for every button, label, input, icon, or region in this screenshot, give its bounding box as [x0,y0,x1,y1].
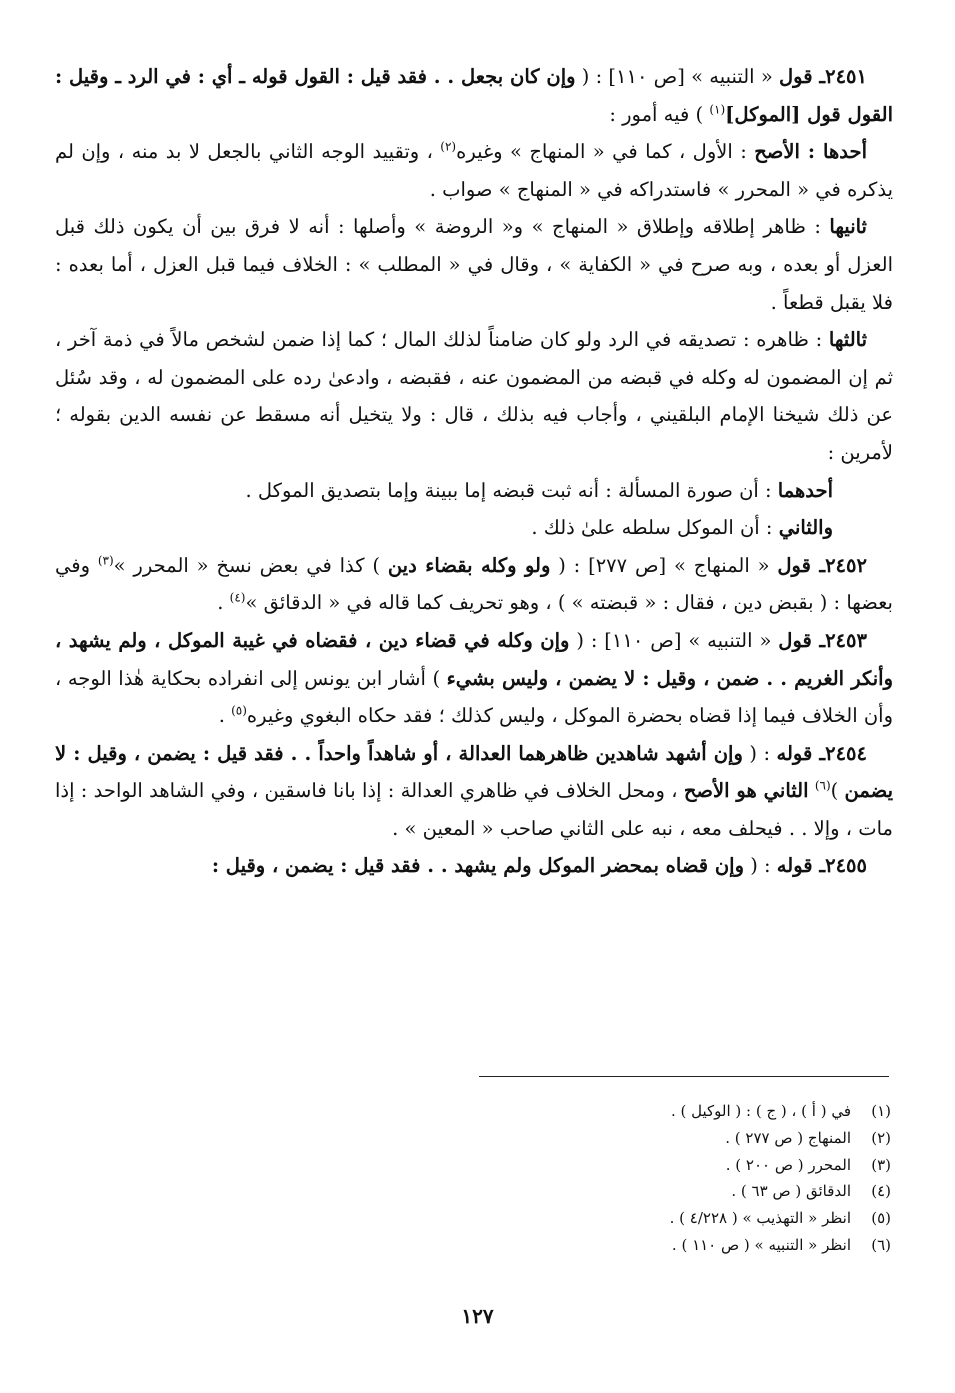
text-run: ) فيه أمور : [609,102,710,126]
text-run: ) [830,779,845,803]
footnote-number: (٣) [871,1155,891,1174]
bold-run: وإن وكله في قضاء دين ، فقضاه في غيبة الموكل ، ولم يشهد ، وأنكر الغريم . . ضمن ، وقيل : لا يضمن ، وليس بشيء [55,628,893,690]
text-run: : أن صورة المسألة : أنه ثبت قبضه إما ببينة وإما بتصديق الموكل . [245,478,778,502]
text-run: وفي بعضها : ( بقبض دين ، فقال : « قبضته » ) ، وهو تحريف كما قاله في « الدقائق » [55,553,893,615]
bold-run: ولو وكله بقضاء دين [387,553,551,577]
footnote-text: الدقائق ( ص ٦٣ ) . [731,1182,851,1201]
footnote-text: المنهاج ( ص ٢٧٧ ) . [725,1128,851,1147]
footnote-ref: (٦) [814,778,831,793]
text-run: « التنبيه » [ص ١١٠] : ( [569,628,779,652]
paragraph [55,58,893,133]
text-run: : ظاهره : تصديقه في الرد ولو كان ضامناً لذلك المال ؛ كما إذا ضمن لشخص مالاً في ذمة آخر ، ثم إن المضمون له وكله في قبضه من المضمون عنه ، فقبضه ، وادعىٰ رده على المضمون له ، وقد سُئل عن ذلك شيخنا الإمام البلقيني ، وأجاب فيه بذلك ، قال : ولا يتخيل أنه مسقط عن نفسه الدين بقوله ؛ لأمرين : [55,328,893,464]
text-run: : ( [744,854,777,878]
footnote-ref: (٢) [440,139,457,154]
footnote [291,1178,891,1205]
bold-run: وإن كان بجعل . . فقد قيل : القول قوله ـ أي : في الرد ـ وقيل : القول قول [الموكل] [55,65,893,126]
bold-run: ٢٤٥٣ـ قول [778,628,867,652]
paragraph [55,472,893,510]
bold-run: ٢٤٥٥ـ قوله [776,854,867,878]
footnote-text: في ( أ ) ، ( ج ) : ( الوكيل ) . [670,1102,851,1120]
footnote [291,1232,891,1259]
footnote-separator [479,1076,889,1077]
text-run: : ( [742,741,777,765]
bold-run: وإن قضاه بمحضر الموكل ولم يشهد . . فقد قيل : يضمن ، وقيل : [211,854,745,878]
text-run: : الأول ، كما في « المنهاج » وغيره [456,140,755,164]
footnote-ref: (٥) [231,703,247,718]
bold-run: ٢٤٥٢ـ قول [777,553,867,577]
footnote-number: (٢) [871,1128,891,1147]
paragraph [55,547,893,622]
footnote-text: انظر « التنبيه » ( ص ١١٠ ) . [671,1235,851,1254]
text-run: : ظاهر إطلاقه وإطلاق « المنهاج » و« الروضة » وأصلها : أنه لا فرق بين أن يكون ذلك قبل العزل أو بعده ، وبه صرح في « الكفاية » ، وقال في « المطلب » : الخلاف فيما قبل العزل ، أما بعده : فلا يقبل قطعاً . [55,215,893,314]
footnote-number: (١) [871,1102,891,1120]
footnote-ref: (١) [709,102,726,117]
footnote-text: انظر « التهذيب » ( ٤/٢٢٨ ) . [669,1209,851,1228]
bold-run: ٢٤٥١ـ قول [778,65,867,88]
text-run: « التنبيه » [ص ١١٠] : ( [575,65,779,88]
text-run: « المنهاج » [ص ٢٧٧] : ( [550,553,778,577]
text-run: ، ومحل الخلاف في ظاهري العدالة : إذا بانا فاسقين ، وفي الشاهد الواحد : إذا مات ، وإلا . . فيحلف معه ، نبه على الثاني صاحب « المعين » . [55,779,893,840]
bold-run: ثانيها [829,215,867,239]
bold-run: أحدهما [777,478,833,502]
footnote [291,1205,891,1232]
footnotes [291,1098,891,1259]
footnote [291,1125,891,1152]
footnote-ref: (٤) [229,590,246,605]
text-run: ) كذا في بعض نسخ « المحرر » [113,553,388,577]
footnote [291,1152,891,1179]
bold-run: وإن أشهد شاهدين ظاهرهما العدالة ، أو شاهداً واحداً . . فقد قيل : يضمن ، وقيل : لا يضمن [55,741,894,803]
text-run: . [218,704,232,728]
footnote-ref: (٣) [97,553,114,568]
page-number: ١٢٧ [461,1304,494,1328]
paragraph [55,208,893,321]
paragraph [55,509,893,547]
text-run: : أن الموكل سلطه علىٰ ذلك . [531,516,779,540]
text-run: . [217,591,230,615]
main-text [55,58,893,885]
footnote-number: (٥) [871,1209,891,1228]
bold-run: ثالثها [828,328,867,352]
bold-run: والثاني [778,516,833,540]
text-run: ) أشار ابن يونس إلى انفراده بحكاية هٰذا الوجه ، وأن الخلاف فيما إذا قضاه بحضرة الموكل ، وليس كذلك ؛ فقد حكاه البغوي وغيره [55,666,893,728]
paragraph [55,622,893,735]
footnote-number: (٤) [871,1182,891,1201]
text-run: ، وتقييد الوجه الثاني بالجعل لا بد منه ، وإن لم يذكره في « المحرر » فاستدراكه في « المنهاج » صواب . [55,140,893,201]
bold-run: ٢٤٥٤ـ قوله [776,741,867,765]
bold-run: أحدها : الأصح [754,140,867,164]
footnote-text: المحرر ( ص ٢٠٠ ) . [725,1155,851,1174]
bold-run: الثاني هو الأصح [683,779,809,803]
footnote [291,1098,891,1125]
footnote-number: (٦) [871,1235,891,1254]
paragraph [55,321,893,471]
paragraph [55,735,893,848]
paragraph [55,847,893,885]
paragraph [55,133,893,208]
